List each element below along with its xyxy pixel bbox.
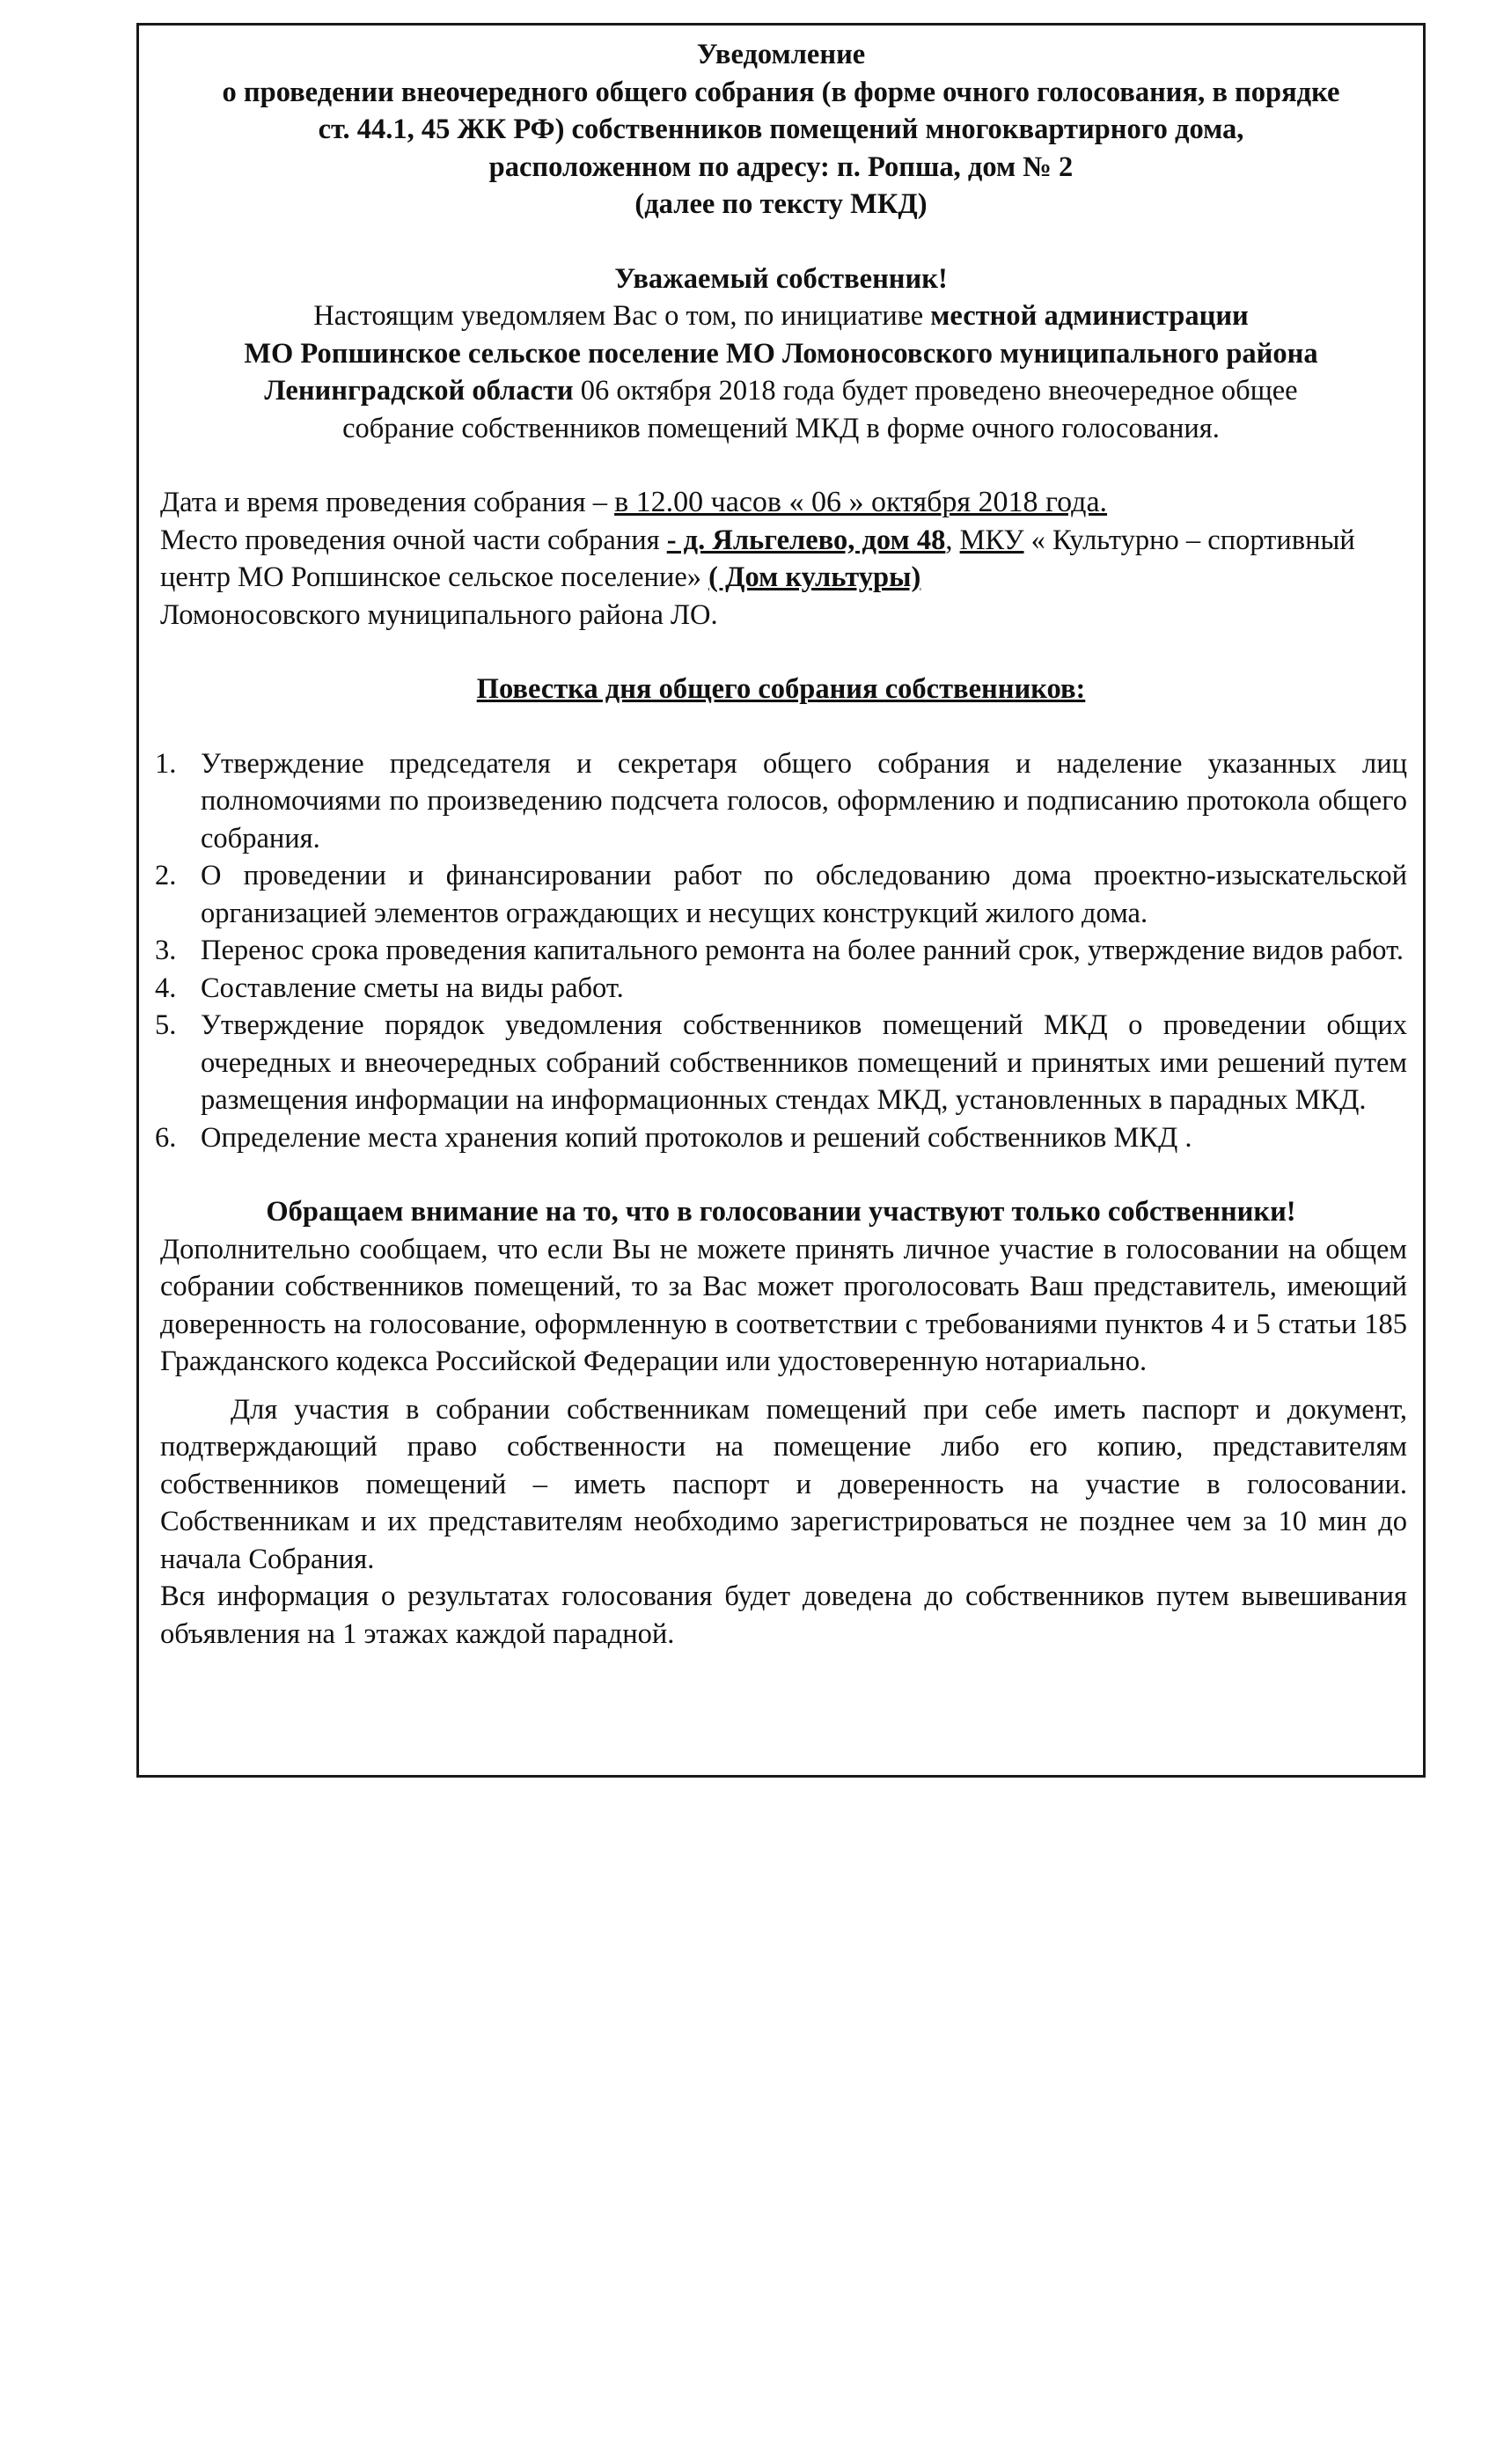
agenda-item	[155, 1119, 1407, 1157]
meeting-details	[155, 484, 1407, 634]
datetime-label: Дата и время проведения собрания –	[160, 487, 615, 518]
agenda-item	[155, 857, 1407, 932]
results-notice-paragraph: Вся информация о результатах голосования будет доведена до собственников путем вывешивания объявления на 1 этажах каждой парадной.	[160, 1580, 1407, 1650]
title-line-4: расположенном по адресу: п. Ропша, дом № 2	[488, 150, 1074, 183]
greeting-line-2: МО Ропшинское сельское поселение МО Ломоносовского муниципального района	[244, 337, 1318, 370]
agenda-item-number: 2.	[155, 860, 177, 891]
agenda-item-text: О проведении и финансировании работ по обследованию дома проектно-изыскательской организацией элементов ограждающих и несущих конструкций жилого дома.	[201, 860, 1407, 929]
datetime-value: в 12.00 часов « 06 » октября 2018 года.	[614, 486, 1108, 518]
agenda-item-number: 5.	[155, 1009, 177, 1041]
place-rest: « Культурно – спортивный центр МО Ропшинское сельское поселение»	[160, 524, 1355, 593]
place-tail: Ломоносовского муниципального района ЛО.	[160, 598, 718, 631]
agenda-item-number: 6.	[155, 1121, 177, 1154]
proxy-voting-paragraph: Дополнительно сообщаем, что если Вы не можете принять личное участие в голосовании на общем собрании собственников помещений, то за Вас может проголосовать Ваш представитель, имеющий доверенность на голосование, оформленную в соответствии с требованиями пунктов 4 и 5 статьи 185 Гражданского кодекса Российской Федерации или удостоверенную нотариально.	[160, 1233, 1407, 1377]
title-line-3: ст. 44.1, 45 ЖК РФ) собственников помещений многоквартирного дома,	[318, 114, 1244, 145]
agenda-item-text: Утверждение порядок уведомления собственников помещений МКД о проведении общих очередных и внеочередных собраний собственников помещений и принятых ими решений путем размещения информации на информационных стендах МКД, установленных в парадных МКД.	[201, 1009, 1407, 1116]
greeting-line-1	[155, 297, 1407, 335]
region-name: Ленинградской области	[264, 375, 574, 407]
agenda-item-text: Определение места хранения копий протоколов и решений собственников МКД .	[201, 1121, 1192, 1154]
place-separator: ,	[945, 524, 960, 556]
title-line-5: (далее по тексту МКД)	[634, 188, 928, 220]
agenda-item-number: 4.	[155, 972, 177, 1004]
greeting-title: Уважаемый собственник!	[614, 262, 948, 295]
place-house-of-culture: ( Дом культуры)	[708, 561, 921, 593]
greeting-line-3-plain: 06 октября 2018 года будет проведено внеочередное общее	[573, 375, 1298, 407]
agenda-item	[155, 932, 1407, 970]
agenda-item-text: Перенос срока проведения капитального ремонта на более ранний срок, утверждение видов работ.	[201, 935, 1404, 966]
place-label: Место проведения очной части собрания	[160, 524, 667, 556]
agenda-item-text: Утверждение председателя и секретаря общего собрания и наделение указанных лиц полномочиями по произведению подсчета голосов, оформлению и подписанию протокола общего собрания.	[201, 747, 1407, 854]
agenda-item	[155, 970, 1407, 1008]
participation-requirements-paragraph: Для участия в собрании собственникам помещений при себе иметь паспорт и документ, подтверждающий право собственности на помещение либо его копию, представителям собственников помещений – иметь паспорт и доверенность на участие в голосовании. Собственникам и их представителям необходимо зарегистрироваться не позднее чем за 10 мин до начала Собрания.	[160, 1393, 1407, 1575]
agenda-item	[155, 1007, 1407, 1119]
greeting-line-4: собрание собственников помещений МКД в форме очного голосования.	[342, 412, 1220, 444]
agenda-heading: Повестка дня общего собрания собственников:	[476, 673, 1086, 705]
meeting-datetime	[160, 484, 1407, 522]
title-line-1: Уведомление	[696, 39, 866, 70]
agenda-list	[155, 745, 1407, 1157]
attention-heading: Обращаем внимание на то, что в голосовании участвуют только собственники!	[266, 1196, 1296, 1228]
greeting-line-1-plain: Настоящим уведомляем Вас о том, по инициативе	[313, 300, 931, 332]
agenda-item-number: 1.	[155, 747, 177, 780]
place-mku: МКУ	[959, 524, 1024, 556]
greeting-line-3	[155, 372, 1407, 410]
place-address: - д. Яльгелево, дом 48	[666, 524, 946, 556]
agenda-item-number: 3.	[155, 935, 177, 966]
meeting-place	[160, 522, 1407, 597]
notice-title	[155, 36, 1407, 224]
greeting-block	[155, 260, 1407, 448]
notice-frame	[136, 23, 1426, 1778]
initiator-name: местной администрации	[930, 300, 1249, 332]
title-line-2: о проведении внеочередного общего собрания (в форме очного голосования, в порядке	[222, 76, 1340, 108]
agenda-item	[155, 745, 1407, 858]
agenda-item-text: Составление сметы на виды работ.	[201, 972, 624, 1004]
